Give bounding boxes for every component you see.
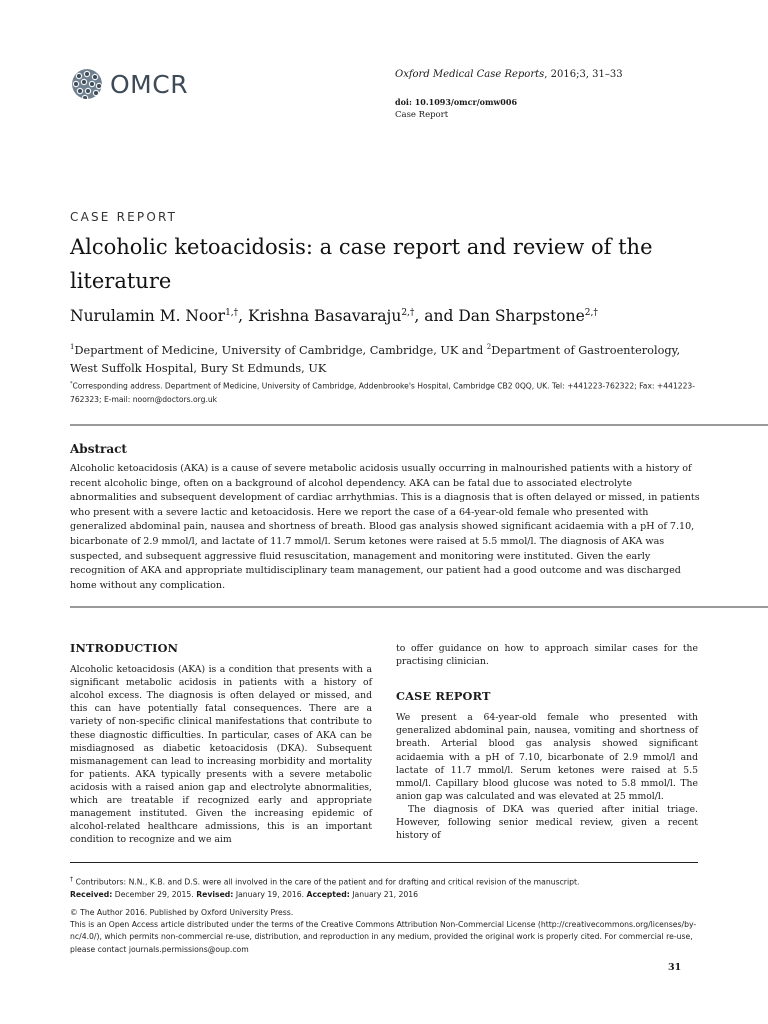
- article-type: Case Report: [395, 110, 449, 120]
- introduction-continuation: to offer guidance on how to approach similar cases for the practising clinician.: [396, 643, 698, 668]
- copyright-note: © The Author 2016. Published by Oxford University Press.: [70, 907, 294, 917]
- journal-info: [395, 68, 623, 122]
- affiliation-marker: 1: [70, 343, 75, 351]
- journal-volume: , 2016;3, 31–33: [544, 69, 623, 80]
- author-name[interactable]: Nurulamin M. Noor: [70, 307, 226, 325]
- contributors-text: Contributors: N.N., K.B. and D.S. were all involved in the care of the patient and for drafting and critical revision of the manuscript.: [73, 877, 580, 887]
- page-number: 31: [668, 962, 682, 973]
- author-affiliation-marker: 2,†: [584, 307, 598, 318]
- abstract-text: Alcoholic ketoacidosis (AKA) is a cause of severe metabolic acidosis usually occurring in malnourished patients with a history of recent alcoholic binge, often on a background of alcohol dependency. AKA can be fatal due to associated electrolyte abnormalities and subsequent development of cardiac arrhythmias. This is a diagnosis that is often delayed or missed, in patients who present with a severe lactic and ketoacidosis. Here we report the case of a 64-year-old female who presented with generalized abdominal pain, nausea and shortness of breath. Blood gas analysis showed significant acidaemia with a pH of 7.10, bicarbonate of 2.9 mmol/l, and lactate of 11.7 mmol/l. Serum ketones were raised at 5.5 mmol/l. The diagnosis of AKA was suspected, and subsequent aggressive fluid resuscitation, management and monitoring were instituted. Given the early recognition of AKA and appropriate multidisciplinary team management, our patient had a good outcome and was discharged home without any complication.: [70, 463, 700, 591]
- revised-label: Revised:: [196, 889, 234, 899]
- affiliation-text: Department of Medicine, University of Cambridge, Cambridge, UK and: [74, 343, 487, 357]
- accepted-label: Accepted:: [306, 889, 350, 899]
- affiliation-text: Department of Gastroenterology, West Suffolk Hospital, Bury St Edmunds, UK: [70, 343, 681, 375]
- left-column: [70, 642, 372, 846]
- case-report-heading: CASE REPORT: [396, 689, 491, 704]
- divider-rule: [70, 424, 768, 426]
- logo-text: OMCR: [110, 69, 189, 99]
- affiliation-marker: 2: [486, 343, 492, 351]
- omcr-logo-icon: [70, 67, 104, 101]
- journal-name: Oxford Medical Case Reports: [395, 69, 545, 80]
- right-column: [396, 642, 698, 842]
- doi[interactable]: doi: 10.1093/omcr/omw006: [395, 97, 518, 107]
- abstract-heading: Abstract: [70, 442, 127, 456]
- author-separator: , and: [414, 307, 459, 325]
- footnotes: [70, 873, 700, 956]
- license-note: This is an Open Access article distributed under the terms of the Creative Commons Attribution Non-Commercial License (http://creativecommons.org/licenses/by-nc/4.0/), which permits non-commercial re-use, distribution, and reproduction in any medium, provided the original work is properly cited. For commercial re-use, please contact journals.permissions@oup.com: [70, 920, 697, 954]
- received-label: Received:: [70, 889, 113, 899]
- contributors-note: [70, 873, 700, 889]
- received-date: December 29, 2015.: [112, 889, 197, 899]
- affiliations: [70, 338, 710, 378]
- author-name[interactable]: Krishna Basavaraju: [248, 307, 402, 325]
- author-affiliation-marker: 1,†: [225, 307, 239, 318]
- author-separator: ,: [238, 307, 249, 325]
- footnote-rule: [70, 862, 698, 863]
- revised-date: January 19, 2016.: [233, 889, 307, 899]
- article-title: Alcoholic ketoacidosis: a case report and review of the literature: [70, 235, 653, 293]
- history-dates: [70, 889, 700, 901]
- journal-logo: [70, 66, 188, 102]
- corresponding-address: [70, 378, 710, 406]
- case-report-paragraph: We present a 64-year-old female who presented with generalized abdominal pain, nausea, vomiting and shortness of breath. Arterial blood gas analysis showed significant acidaemia with a pH of 7.10, bicarbonate of 2.9 mmol/l and lactate of 11.7 mmol/l. Serum ketones were raised at 5.5 mmol/l. Capillary blood glucose was noted to 5.8 mmol/l. The anion gap was calculated and was elevated at 25 mmol/l.: [396, 712, 698, 802]
- introduction-text: Alcoholic ketoacidosis (AKA) is a condition that presents with a significant metabolic acidosis in patients with a history of alcohol excess. The diagnosis is often delayed or missed, and this can have potentially fatal consequences. There are a variety of non-specific clinical manifestations that contribute to these diagnostic difficulties. In particular, cases of AKA can be misdiagnosed as diabetic ketoacidosis (DKA). Subsequent mismanagement can lead to increasing morbidity and mortality for patients. AKA typically presents with a severe metabolic acidosis with a raised anion gap and electrolyte abnormalities, which are treatable if recognized early and appropriate management instituted. Given the increasing epidemic of alcohol-related healthcare admissions, this is an important condition to recognize and we aim: [70, 664, 372, 846]
- accepted-date: January 21, 2016: [349, 889, 419, 899]
- author-name[interactable]: Dan Sharpstone: [458, 307, 585, 325]
- corresponding-marker: *: [70, 381, 73, 387]
- corresponding-text: Corresponding address. Department of Medicine, University of Cambridge, Addenbrooke's Hospital, Cambridge CB2 0QQ, UK. Tel: +441223-762322; Fax: +441223-762323; E-mail: noorn@doctors.org.uk: [70, 381, 696, 404]
- divider-rule: [70, 606, 768, 608]
- author-list: [70, 307, 598, 325]
- author-affiliation-marker: 2,†: [401, 307, 415, 318]
- case-report-paragraph: The diagnosis of DKA was queried after initial triage. However, following senior medical review, given a recent history of: [396, 803, 698, 842]
- section-label: CASE REPORT: [70, 210, 178, 224]
- introduction-heading: INTRODUCTION: [70, 641, 179, 655]
- journal-citation: [395, 68, 623, 81]
- contributors-marker: †: [70, 875, 74, 883]
